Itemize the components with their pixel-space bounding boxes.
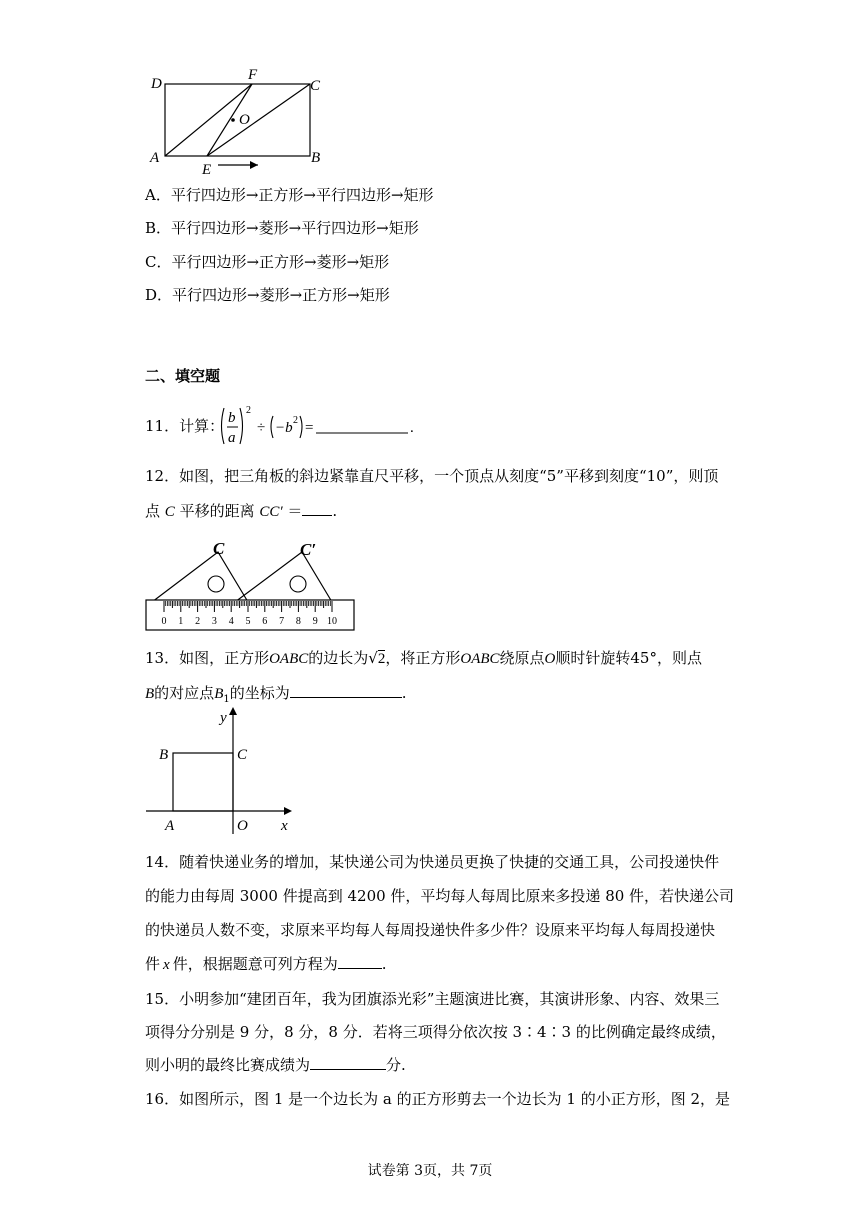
q15-line2: 项得分分别是 9 分，8 分，8 分．若将三项得分依次按 3∶4∶3 的比例确定最终成绩， <box>145 1023 726 1041</box>
page-footer: 试卷第 3页，共 7页 <box>367 1163 493 1179</box>
rectangle-figure <box>140 62 340 182</box>
q12-text-c: ＝ <box>282 502 303 520</box>
option-b: B．平行四边形→菱形→平行四边形→矩形 <box>145 219 419 237</box>
ruler-number: 10 <box>327 616 337 627</box>
q12-answer-blank[interactable] <box>302 501 332 516</box>
q13-text-a: 13．如图，正方形 <box>145 649 270 667</box>
q15-text-a: 则小明的最终比赛成绩为 <box>145 1056 311 1074</box>
q13-end: . <box>401 684 407 702</box>
q13-text-b: 的边长为 <box>308 649 369 667</box>
q14-line2: 的能力由每周 3000 件提高到 4200 件，平均每人每周比原来多投递 80 件，若快递公司 <box>145 887 735 905</box>
q12-text-a: 点 <box>145 502 165 520</box>
label-O: O <box>239 112 250 128</box>
option-c: C．平行四边形→正方形→菱形→矩形 <box>145 253 390 271</box>
q13-sqrt: √2 <box>368 649 386 667</box>
q14-x: x <box>163 957 170 973</box>
ruler-number: 9 <box>312 616 318 627</box>
q13-B1: B <box>214 686 224 702</box>
q11-expression <box>218 402 418 450</box>
point-C-label: C <box>237 747 248 763</box>
label-E: E <box>202 162 212 178</box>
ruler-number: 0 <box>161 616 167 627</box>
q16-line1: 16．如图所示，图 1 是一个边长为 a 的正方形剪去一个边长为 1 的小正方形，图 2，是 <box>145 1090 731 1108</box>
q11-prefix: 11．计算： <box>145 417 225 435</box>
ruler-number: 7 <box>279 616 285 627</box>
section-title: 二、填空题 <box>145 367 221 385</box>
point-B-label: B <box>159 747 169 763</box>
ruler-number: 1 <box>178 616 184 627</box>
ruler-number: 5 <box>245 616 251 627</box>
label-F: F <box>248 67 258 83</box>
option-a: A．平行四边形→正方形→平行四边形→矩形 <box>145 186 434 204</box>
ruler-number: 2 <box>195 616 201 627</box>
q11-div: ÷ <box>257 420 266 436</box>
q14-text-a: 件 <box>145 955 161 973</box>
ruler-number: 4 <box>228 616 234 627</box>
q13-sqrt-arg: 2 <box>377 651 386 667</box>
q13-text-e: 顺时针旋转45°，则点 <box>555 649 702 667</box>
q13-text-c: ，将正方形 <box>385 649 461 667</box>
ruler-Cprime-label: C′ <box>300 540 317 559</box>
q11-exp2: 2 <box>293 415 298 426</box>
q13-text-g: 的坐标为 <box>229 684 290 702</box>
q13-answer-blank[interactable] <box>290 683 402 698</box>
label-A: A <box>150 150 160 166</box>
q15-text-b: 分. <box>386 1056 406 1074</box>
q13-OABC: OABC <box>269 651 309 667</box>
q13-OABC-2: OABC <box>460 651 500 667</box>
q15-answer-blank[interactable] <box>310 1055 386 1070</box>
ruler-number: 8 <box>295 616 301 627</box>
label-C: C <box>310 78 321 94</box>
q11-a: a <box>228 430 236 446</box>
q14-answer-blank[interactable] <box>338 954 382 969</box>
axis-x-label: x <box>281 818 288 834</box>
q12-end: . <box>332 502 338 520</box>
q15-line3 <box>145 1055 406 1075</box>
q12-CCp: CC′ <box>259 504 283 520</box>
q11-b: b <box>228 410 236 426</box>
q13-B1-sub: 1 <box>223 694 230 705</box>
option-d: D．平行四边形→菱形→正方形→矩形 <box>145 286 390 304</box>
ruler-number: 6 <box>262 616 268 627</box>
label-D: D <box>151 76 162 92</box>
q11-neg-b: −b <box>275 420 293 436</box>
point-O-label: O <box>237 818 248 834</box>
label-B: B <box>311 150 321 166</box>
q11-eq: = <box>305 420 314 436</box>
ruler-number: 3 <box>211 616 217 627</box>
q14-end: . <box>381 955 387 973</box>
q12-line1: 12．如图，把三角板的斜边紧靠直尺平移，一个顶点从刻度“5”平移到刻度“10”，则顶 <box>145 467 719 485</box>
point-A-label: A <box>165 818 175 834</box>
q13-O: O <box>544 651 556 667</box>
q11-end: . <box>410 420 414 436</box>
q11-exp: 2 <box>246 405 251 416</box>
q14-text-b: 件，根据题意可列方程为 <box>172 955 338 973</box>
q13-text-d: 绕原点 <box>499 649 545 667</box>
coordinate-figure <box>140 700 310 840</box>
q13-text-f: 的对应点 <box>154 684 215 702</box>
q12-C: C <box>164 504 175 520</box>
q13-B: B <box>145 686 155 702</box>
axis-y-label: y <box>220 710 227 726</box>
ruler-figure <box>140 540 360 634</box>
q14-line4 <box>145 954 386 975</box>
q15-line1: 15．小明参加“建团百年，我为团旗添光彩”主题演进比赛，其演讲形象、内容、效果三 <box>145 990 720 1008</box>
q14-line1: 14．随着快递业务的增加，某快递公司为快递员更换了快捷的交通工具，公司投递快件 <box>145 853 720 871</box>
q12-text-b: 平移的距离 <box>174 502 260 520</box>
ruler-C-label: C <box>213 540 225 558</box>
q12-line2 <box>145 501 337 522</box>
q13-line1 <box>145 648 702 669</box>
q14-line3: 的快递员人数不变，求原来平均每人每周投递快件多少件？设原来平均每人每周投递快 <box>145 921 716 939</box>
